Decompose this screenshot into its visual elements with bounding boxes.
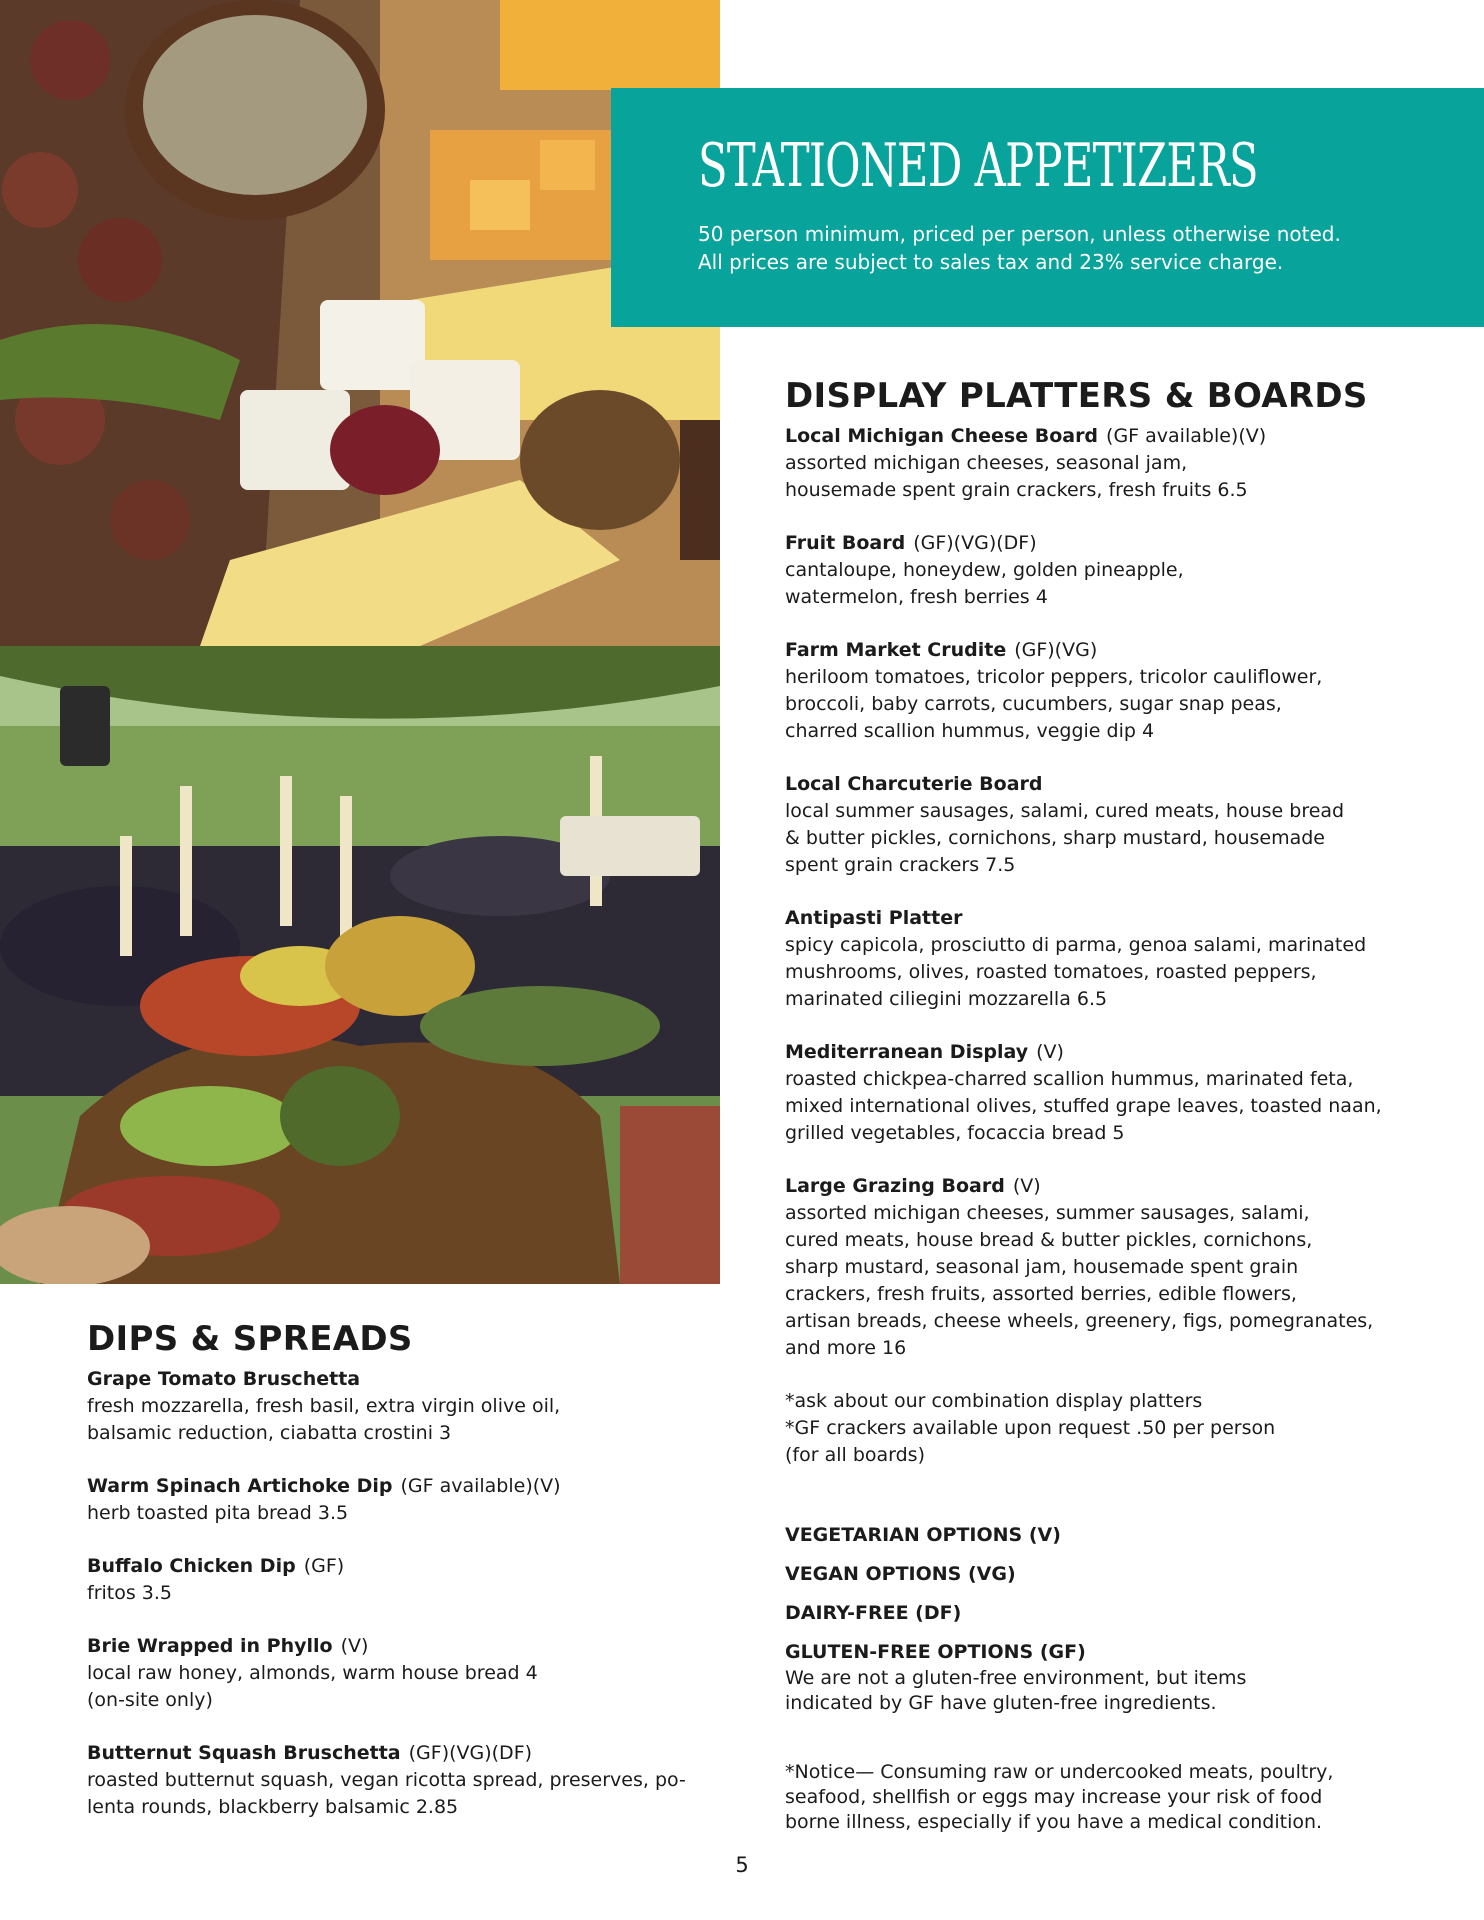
- item-tags: (V): [340, 1635, 369, 1657]
- item-tags: (GF)(VG): [1014, 639, 1098, 661]
- vegan-label: VEGAN OPTIONS (VG): [785, 1563, 1016, 1585]
- gluten-free-label: GLUTEN-FREE OPTIONS (GF): [785, 1641, 1086, 1663]
- gluten-free-note: [785, 1666, 1405, 1716]
- item-description: fresh mozzarella, fresh basil, extra virgin olive oil, balsamic reduction, ciabatta crostini 3: [87, 1395, 561, 1444]
- menu-item: [87, 1473, 707, 1527]
- item-description: assorted michigan cheeses, summer sausages, salami, cured meats, house bread & butter pickles, cornichons, sharp mustard, seasonal jam, housemade spent grain crackers, fresh fruits, assorted berries, edible flowers, artisan breads, cheese wheels, greenery, figs, pomegranates, and more 16: [785, 1202, 1374, 1359]
- page-number: 5: [735, 1853, 749, 1877]
- menu-item: [87, 1633, 707, 1714]
- grazing-table-illustration: [0, 646, 720, 1284]
- note-line: We are not a gluten-free environment, but items: [785, 1667, 1247, 1689]
- menu-item: [785, 423, 1385, 504]
- item-description: local summer sausages, salami, cured meats, house bread & butter pickles, cornichons, sharp mustard, housemade spent grain crackers 7.5: [785, 800, 1345, 876]
- menu-item: [87, 1366, 707, 1447]
- menu-item: [785, 530, 1385, 611]
- header-subtitle-line: 50 person minimum, priced per person, unless otherwise noted.: [698, 222, 1341, 246]
- note-line: *ask about our combination display platters: [785, 1390, 1203, 1412]
- menu-item: [87, 1553, 707, 1607]
- section-title: DISPLAY PLATTERS & BOARDS: [785, 376, 1368, 416]
- vegetarian-label: VEGETARIAN OPTIONS (V): [785, 1524, 1061, 1546]
- notice-line: *Notice— Consuming raw or undercooked meats, poultry,: [785, 1761, 1334, 1783]
- item-tags: (GF available)(V): [400, 1475, 561, 1497]
- item-name: Butternut Squash Bruschetta: [87, 1742, 401, 1764]
- item-name: Local Michigan Cheese Board: [785, 425, 1099, 447]
- item-name: Buffalo Chicken Dip: [87, 1555, 296, 1577]
- item-description: cantaloupe, honeydew, golden pineapple, watermelon, fresh berries 4: [785, 559, 1184, 608]
- item-name: Farm Market Crudite: [785, 639, 1007, 661]
- menu-item: [785, 1173, 1385, 1362]
- item-name: Fruit Board: [785, 532, 906, 554]
- notice-line: seafood, shellfish or eggs may increase your risk of food: [785, 1786, 1323, 1808]
- dietary-legend: [785, 1522, 1405, 1716]
- item-name: Large Grazing Board: [785, 1175, 1005, 1197]
- item-description: roasted butternut squash, vegan ricotta spread, preserves, po- lenta rounds, blackberry balsamic 2.85: [87, 1769, 686, 1818]
- menu-item: [785, 905, 1385, 1013]
- note-line: *GF crackers available upon request .50 per person: [785, 1417, 1276, 1439]
- food-safety-notice: [785, 1760, 1385, 1835]
- display-platters-section: [785, 375, 1385, 1469]
- page-title: STATIONED APPETIZERS: [698, 131, 1258, 201]
- note-line: indicated by GF have gluten-free ingredients.: [785, 1692, 1217, 1714]
- item-tags: (V): [1036, 1041, 1064, 1063]
- menu-item: [785, 637, 1385, 745]
- item-name: Brie Wrapped in Phyllo: [87, 1635, 333, 1657]
- item-tags: (GF)(VG)(DF): [408, 1742, 533, 1764]
- menu-item: [785, 771, 1385, 879]
- menu-item: [785, 1039, 1385, 1147]
- item-name: Warm Spinach Artichoke Dip: [87, 1475, 393, 1497]
- item-description: herb toasted pita bread 3.5: [87, 1502, 349, 1524]
- display-notes: [785, 1388, 1385, 1469]
- header-subtitle: [698, 220, 1458, 276]
- item-tags: (V): [1012, 1175, 1041, 1197]
- item-description: heriloom tomatoes, tricolor peppers, tricolor cauliflower, broccoli, baby carrots, cucumbers, sugar snap peas, charred scallion hummus, veggie dip 4: [785, 666, 1323, 742]
- item-tags: (GF): [303, 1555, 345, 1577]
- menu-item: [87, 1740, 707, 1821]
- item-description: fritos 3.5: [87, 1582, 173, 1604]
- notice-line: borne illness, especially if you have a medical condition.: [785, 1811, 1323, 1833]
- header-subtitle-line: All prices are subject to sales tax and 23% service charge.: [698, 250, 1284, 274]
- item-description: spicy capicola, prosciutto di parma, genoa salami, marinated mushrooms, olives, roasted tomatoes, roasted peppers, marinated ciliegini mozzarella 6.5: [785, 934, 1367, 1010]
- section-title: DIPS & SPREADS: [87, 1319, 413, 1359]
- item-tags: (GF available)(V): [1106, 425, 1267, 447]
- item-description: roasted chickpea-charred scallion hummus, marinated feta, mixed international olives, stuffed grape leaves, toasted naan, grilled vegetables, focaccia bread 5: [785, 1068, 1382, 1144]
- dairy-free-label: DAIRY-FREE (DF): [785, 1602, 962, 1624]
- item-name: Antipasti Platter: [785, 907, 963, 929]
- dips-spreads-section: [87, 1318, 707, 1847]
- item-description: local raw honey, almonds, warm house bread 4 (on-site only): [87, 1662, 538, 1711]
- item-name: Mediterranean Display: [785, 1041, 1029, 1063]
- item-description: assorted michigan cheeses, seasonal jam, housemade spent grain crackers, fresh fruits 6.5: [785, 452, 1248, 501]
- note-line: (for all boards): [785, 1444, 925, 1466]
- item-name: Grape Tomato Bruschetta: [87, 1368, 361, 1390]
- grazing-table-photo: [0, 646, 720, 1284]
- item-name: Local Charcuterie Board: [785, 773, 1043, 795]
- header-band: [611, 88, 1484, 327]
- item-tags: (GF)(VG)(DF): [913, 532, 1037, 554]
